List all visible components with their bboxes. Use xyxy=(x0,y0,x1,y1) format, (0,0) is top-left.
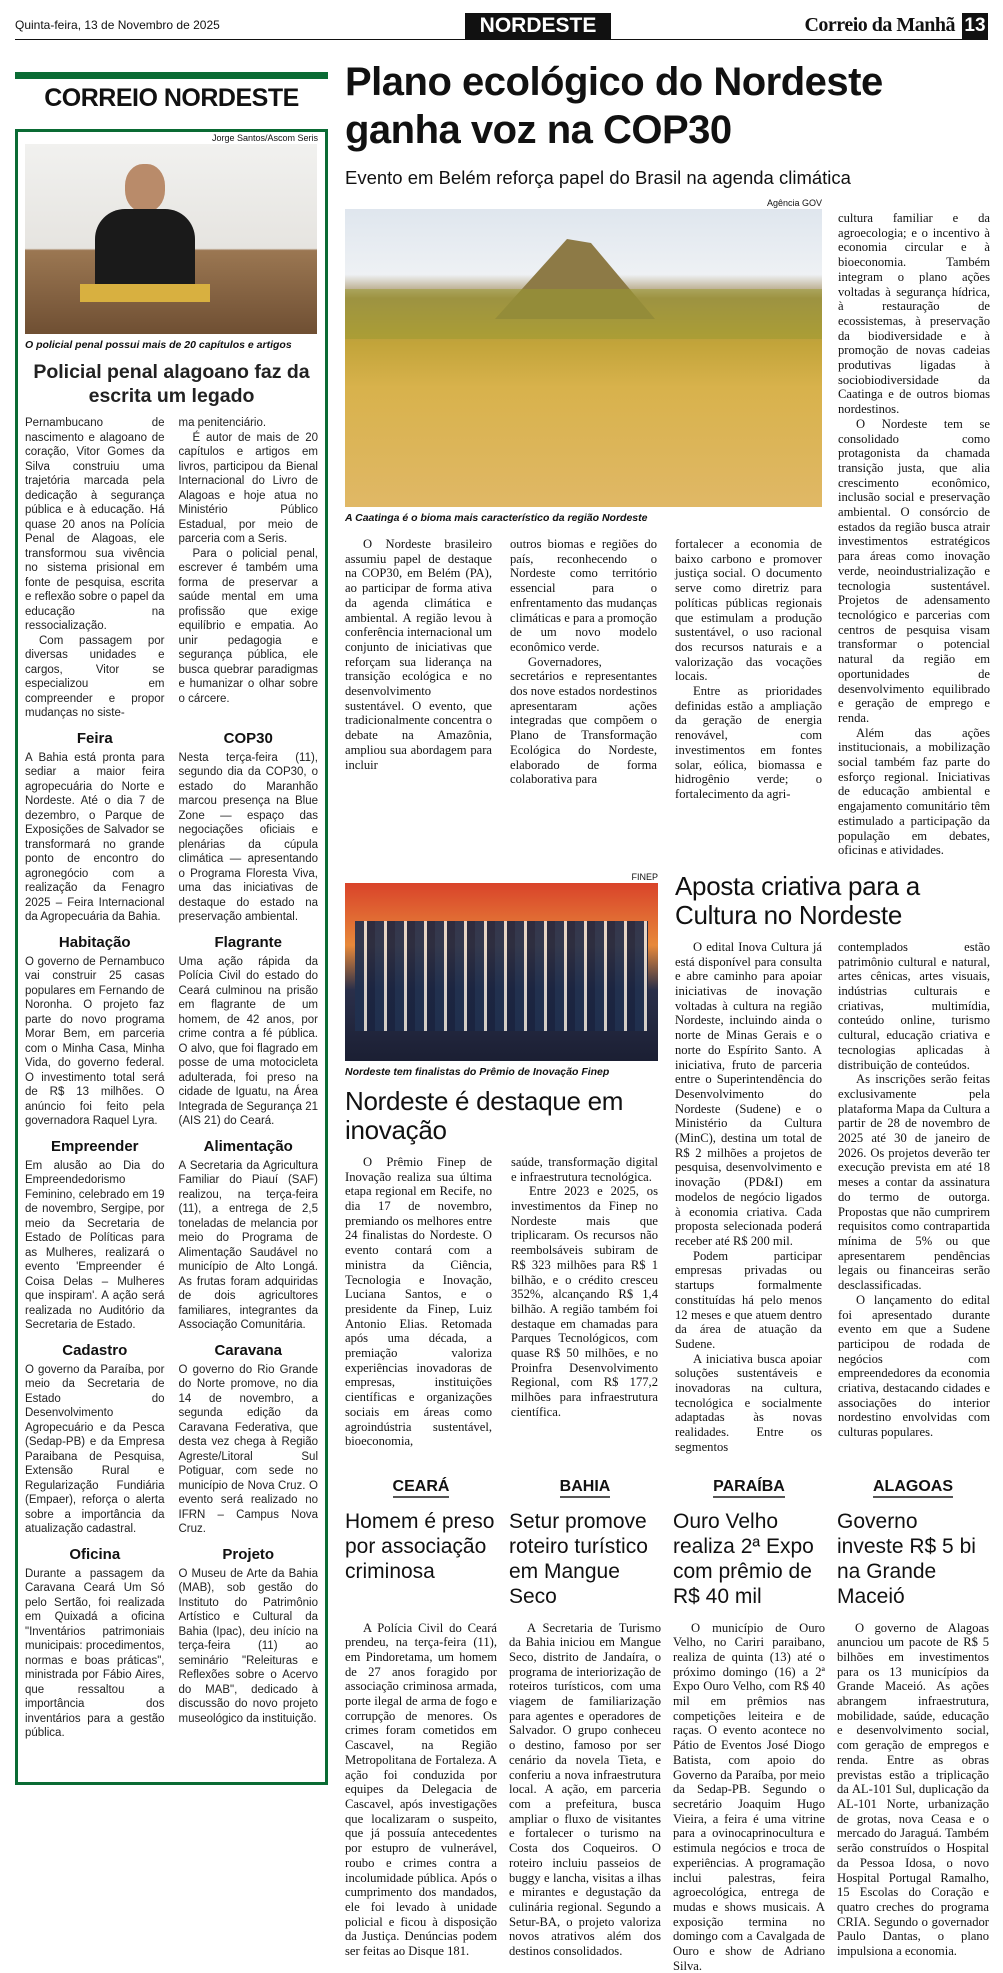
main-col-2 xyxy=(510,537,657,787)
cultura-text-columns xyxy=(675,940,990,1455)
sidebar-headline: Policial penal alagoano faz da escrita um legado xyxy=(33,361,310,407)
brief-row xyxy=(25,1333,318,1537)
state-headline: Governo investe R$ 5 bi na Grande Maceió xyxy=(837,1509,976,1608)
brief-title: Cadastro xyxy=(62,1341,128,1359)
main-story xyxy=(345,198,990,858)
paragraph: O governo de Alagoas anunciou um pacote de R$ 5 bilhões em investimentos para os 13 municípios da Grande Maceió. As ações abrangem infraestrutura, mobilidade, saúde, educação e desenvolvimento social, com geração de empregos e renda. Entre as obras previstas estão a triplicação da AL-101 Sul, duplicação da AL-101 Norte, urbanização de grotas, nova Ceasa e o mercado do Jaraguá. Também serão construídos o Hospital da Pessoa Idosa, o novo Hospital Portugal Ramalho, 15 Escolas do Coração e quatro creches do programa CRIA. Segundo o governador Paulo Dantas, o plano impulsiona a economia. xyxy=(837,1620,989,1959)
finep-text-columns xyxy=(345,1155,658,1449)
caatinga-photo xyxy=(345,209,822,507)
main-headline: Plano ecológico do Nordeste ganha voz na COP30 xyxy=(345,60,883,152)
paragraph: Para o policial penal, escrever é também uma forma de preservar a saúde mental em uma profissão que exige equilíbrio e empatia. Ao unir pedagogia e segurança pública, ele busca quebrar paradigmas e humanizar o olhar sobre o cárcere. xyxy=(178,547,318,705)
paragraph: Entre as prioridades definidas estão a ampliação da geração de energia renovável, com investimentos em fontes solar, eólica, biomassa e hidrogênio verde; o fortalecimento da agri- xyxy=(675,684,822,801)
state-text xyxy=(345,1621,497,1959)
main-subtitle: Evento em Belém reforça papel do Brasil na agenda climática xyxy=(345,167,851,188)
sidebar-photo-caption: O policial penal possui mais de 20 capítulos e artigos xyxy=(25,339,292,351)
brief-row xyxy=(25,1537,318,1741)
brief-text: A Bahia está pronta para sediar a maior feira agropecuária do Norte e Nordeste. Até o dia 7 de dezembro, o Parque de Exposições de Salvador se transformará no grande ponto de encontro do agronegócio com a realização da Fenagro 2025 – Feira Internacional da Agropecuária da Bahia. xyxy=(25,751,165,923)
state-headline: Ouro Velho realiza 2ª Expo com prêmio de R$ 40 mil xyxy=(673,1509,814,1608)
paragraph: O Prêmio Finep de Inovação realiza sua última etapa regional em Recife, no dia 17 de novembro, premiando os melhores entre 24 finalistas do Nordeste. O evento contará com a ministra da Ciência, Tecnologia e Inovação, Luciana Santos, e o presidente da Finep, Luiz Antonio Elias. Retomada após uma década, a premiação valoriza experiências inovadoras de empresas, instituições científicas e organizações sociais em áreas como agroindústria sustentável, bioeconomia, xyxy=(345,1154,492,1449)
brief-title: COP30 xyxy=(223,729,273,747)
finep-photo xyxy=(345,883,658,1061)
state-label-text: CEARÁ xyxy=(393,1478,450,1498)
brief-item xyxy=(25,1537,165,1741)
sidebar-box xyxy=(15,129,328,1785)
paragraph: Podem participar empresas privadas ou startups formalmente constituídas há pelo menos 12 meses e que atuem dentro da área de atuação da Sudene. xyxy=(675,1248,822,1351)
state-headline: Setur promove roteiro turístico em Mangue Seco xyxy=(509,1509,648,1608)
paragraph: contemplados estão patrimônio cultural e natural, artes cênicas, artes visuais, indústrias culturais e criativas, multimídia, conteúdo online, turismo cultural, educação criativa e tecnologias aplicadas à distribuição de conteúdos. xyxy=(838,939,990,1072)
brief-item xyxy=(25,925,165,1129)
brief-item xyxy=(179,721,319,925)
photo-credit: Jorge Santos/Ascom Seris xyxy=(211,133,318,143)
finep-col-1 xyxy=(345,1155,492,1449)
middle-stories xyxy=(345,872,990,1455)
state-label xyxy=(509,1477,661,1497)
state-label-text: BAHIA xyxy=(560,1478,611,1498)
brief-text: Uma ação rápida da Polícia Civil do estado do Ceará culminou na prisão em flagrante de um homem, de 42 anos, por crime contra a fé pública. O alvo, que foi flagrado em posse de uma motocicleta adulterada, foi preso na cidade de Iguatu, na Área Integrada de Segurança 21 (AIS 21) do Ceará. xyxy=(178,955,318,1127)
brief-item xyxy=(179,1537,319,1741)
state-brief xyxy=(837,1477,989,1959)
paragraph: ma penitenciário. xyxy=(178,417,267,429)
sidebar-photo xyxy=(25,144,317,334)
state-text xyxy=(837,1621,989,1959)
paragraph: fortalecer a economia de baixo carbono e promover justiça social. O documento serve como diretriz para políticas públicas regionais que estimulam a produção sustentável, o uso racional dos recursos naturais e a valorização das vocações locais. xyxy=(675,537,822,684)
edition-date: Quinta-feira, 13 de Novembro de 2025 xyxy=(15,18,220,32)
brief-title: Empreender xyxy=(50,1137,139,1155)
main-col-1 xyxy=(345,537,492,772)
cultura-headline: Aposta criativa para a Cultura no Nordeste xyxy=(675,870,920,930)
brief-title: Flagrante xyxy=(214,933,282,951)
paragraph: Com passagem por diversas unidades e cargos, Vitor se especializou em compreender e propor mudanças no siste- xyxy=(25,634,165,719)
sidebar xyxy=(15,72,328,1785)
brief-item xyxy=(179,1333,319,1537)
brief-item xyxy=(25,1333,165,1537)
brief-text: Em alusão ao Dia do Empreendedorismo Feminino, celebrado em 19 de novembro, Sergipe, por meio da Secretaria de Estado de Políticas para as Mulheres, realizará o evento 'Empreender é Coisa Delas – Mulheres que inspiram'. A ação será realizada no Auditório da Secretaria de Estado. xyxy=(25,1159,165,1331)
sidebar-lead-story xyxy=(25,416,318,721)
paragraph: O Nordeste brasileiro assumiu papel de destaque na COP30, em Belém (PA), ao participar de forma ativa da agenda climática e ambiental. A região levou à conferência internacional um conjunto de iniciativas que reforçam sua liderança na transição ecológica e no desenvolvimento sustentável. O evento, que tradicionalmente concentra o debate na Amazônia, ampliou sua abordagem para incluir xyxy=(345,537,492,772)
main-col-3 xyxy=(675,537,822,802)
state-brief xyxy=(509,1477,661,1959)
cultura-col-2 xyxy=(838,940,990,1440)
newspaper-name: Correio da Manhã xyxy=(804,14,955,36)
paragraph: O Nordeste tem se consolidado como protagonista da chamada transição justa, que alia crescimento econômico, inclusão social e preservação ambiental. O consórcio de estados da região busca atrair investimentos estratégicos para áreas como inovação verde, neoindustrialização e tecnologia sustentável. Projetos de adensamento tecnológico e parcerias com centros de pesquisa visam transformar o potencial natural da região em oportunidades de desenvolvimento equilibrado e geração de emprego e renda. xyxy=(838,416,990,725)
main-column xyxy=(345,58,990,1973)
brief-text: Nesta terça-feira (11), segundo dia da COP30, o estado do Maranhão marcou presença na Blue Zone — espaço das negociações oficiais e plenárias da cúpula climática — apresentando o Programa Floresta Viva, uma das iniciativas de destaque do estado na preservação ambiental. xyxy=(178,751,318,923)
photo-credit: FINEP xyxy=(631,871,658,882)
state-brief xyxy=(673,1477,825,1973)
paragraph: Governadores, secretários e representantes dos nove estados nordestinos apresentaram ações integradas que compõem o Plano de Transformação Ecológica do Nordeste, elaborado de forma colaborativa para xyxy=(510,654,657,787)
paragraph: cultura familiar e da agroecologia; e o incentivo à economia circular e à bioeconomia. Também integram o plano ações voltadas à segurança hídrica, à restauração de ecossistemas, à preservação da biodiversidade e à promoção de novas cadeias produtivas ligadas à sociobiodiversidade da Caatinga e de outros biomas nordestinos. xyxy=(838,211,990,417)
brief-title: Projeto xyxy=(222,1545,275,1563)
brief-text: Durante a passagem da Caravana Ceará Um Só pelo Sertão, foi realizada em Quixadá a oficina "Inventários patrimoniais municipais: procedimentos, normas e boas práticas", ministrada por Fábio Aires, que ressaltou a importância dos inventários para a gestão pública. xyxy=(25,1567,165,1739)
brief-item xyxy=(179,1129,319,1333)
state-brief xyxy=(345,1477,497,1959)
page-number: 13 xyxy=(962,13,988,39)
state-briefs xyxy=(345,1477,990,1973)
main-story-left xyxy=(345,198,822,802)
brief-text: O Museu de Arte da Bahia (MAB), sob gestão do Instituto do Patrimônio Artístico e Cultural da Bahia (Ipac), deu início na terça-feira (11) ao seminário "Releituras e Reflexões sobre o Acervo do MAB", dedicado à discussão do novo projeto museológico da instituição. xyxy=(178,1567,318,1725)
brief-title: Oficina xyxy=(69,1545,121,1563)
paragraph: A Secretaria de Turismo da Bahia iniciou em Mangue Seco, distrito de Jandaíra, o programa de interiorização de roteiros turísticos, com uma viagem de familiarização para agentes e operadores de Salvador. O grupo conheceu o destino, famoso por ser cenário da novela Tieta, e conferiu a nova infraestrutura local. A ação, em parceria com a prefeitura, busca ampliar o fluxo de visitantes e fortalecer o turismo na Costa dos Coqueiros. O roteiro incluiu passeios de buggy e lancha, visitas a ilhas e mirantes e degustação da culinária regional. Segundo a Setur-BA, o projeto valoriza novos atrativos além dos destinos consolidados. xyxy=(509,1620,661,1959)
state-label xyxy=(673,1477,825,1497)
paragraph: O edital Inova Cultura já está disponível para consulta e abre caminho para apoiar iniciativas de inovação voltadas à cultura na região Nordeste, incluindo ainda o norte de Minas Gerais e o norte do Espírito Santo. A iniciativa, fruto de parceria entre o Superintendência do Desenvolvimento do Nordeste (Sudene) e o Ministério da Cultura (MinC), destina um total de R$ 2 milhões a projetos de pesquisa, desenvolvimento e inovação (PD&I) em modelos de negócio ligados à economia criativa. Cada proposta selecionada poderá receber até R$ 200 mil. xyxy=(675,939,822,1248)
brief-row xyxy=(25,1129,318,1333)
paragraph: As inscrições serão feitas exclusivamente pela plataforma Mapa da Cultura a partir de 28 de novembro de 2025 até 30 de janeiro de 2026. Os projetos deverão ter execução prevista em até 18 meses a contar da assinatura do termo de outorga. Propostas que não cumprirem requisitos como contrapartida mínima de 5% ou que apresentarem pendências legais ou financeiras serão desclassificadas. xyxy=(838,1072,990,1293)
main-photo-caption: A Caatinga é o bioma mais característico da região Nordeste xyxy=(345,512,648,524)
finep-photo-caption: Nordeste tem finalistas do Prêmio de Inovação Finep xyxy=(345,1065,610,1078)
sidebar-content xyxy=(25,416,318,1741)
brief-title: Feira xyxy=(76,729,113,747)
state-label-text: ALAGOAS xyxy=(873,1478,953,1498)
sidebar-accent-bar xyxy=(15,72,328,79)
state-label xyxy=(345,1477,497,1497)
brief-item xyxy=(25,1129,165,1333)
paragraph: É autor de mais de 20 capítulos e artigos em livros, participou da Bienal Internacional do Livro de Alagoas e hoje atua no Ministério Público Estadual, por meio de parceria com a Seris. xyxy=(178,431,318,545)
sidebar-title: CORREIO NORDESTE xyxy=(44,84,299,112)
brief-row xyxy=(25,721,318,925)
cultura-col-1 xyxy=(675,940,822,1455)
main-text-columns xyxy=(345,537,822,802)
state-label-text: PARAÍBA xyxy=(713,1478,785,1498)
brief-text: O governo de Pernambuco vai construir 25 casas populares em Fernando de Noronha. O projeto faz parte do novo programa Morar Bem, em parceria com o Minha Casa, Minha Vida, do governo federal. O investimento total será de R$ 13 milhões. O anúncio foi feito pela governadora Raquel Lyra. xyxy=(25,955,165,1127)
brief-title: Caravana xyxy=(214,1341,283,1359)
paragraph: Além das ações institucionais, a mobilização social também faz parte do esforço regional. Iniciativas de educação ambiental e engajamento comunitário têm estimulado a participação da população em debates, oficinas e atividades. xyxy=(838,725,990,858)
brief-text: A Secretaria da Agricultura Familiar do Piauí (SAF) realizou, na terça-feira (11), a entrega de 2,5 toneladas de melancia por meio do Programa de Alimentação Saudável no município de Alto Longá. As frutas foram adquiridas de dois agricultores familiares, integrantes da Associação Comunitária. xyxy=(178,1159,318,1331)
brief-row xyxy=(25,925,318,1129)
paragraph: outros biomas e regiões do país, reconhecendo o Nordeste como território essencial para o enfrentamento das mudanças climáticas e para a promoção de um novo modelo econômico verde. xyxy=(510,537,657,654)
main-col-4 xyxy=(838,198,990,858)
photo-credit: Agência GOV xyxy=(766,198,822,208)
paragraph: Entre 2023 e 2025, os investimentos da Finep no Nordeste mais que triplicaram. Os recursos não reembolsáveis subiram de R$ 323 milhões para R$ 1 bilhão, e o crédito cresceu 352%, alcançando R$ 1,4 bilhão. A região também foi destaque em chamadas para Parques Tecnológicos, com quase R$ 50 milhões, e no Proinfra Desenvolvimento Regional, com R$ 177,2 milhões para infraestrutura científica. xyxy=(511,1184,658,1419)
paragraph: O lançamento do edital foi apresentado durante evento em que a Sudene participou de rodada de negócios com empreendedores da economia criativa, destacando cidades e associações do interior nordestino envolvidas com culturas populares. xyxy=(838,1292,990,1440)
brief-title: Alimentação xyxy=(203,1137,293,1155)
brief-title: Habitação xyxy=(58,933,131,951)
finep-story xyxy=(345,872,658,1449)
brief-item xyxy=(25,721,165,925)
state-text xyxy=(509,1621,661,1959)
paragraph: O município de Ouro Velho, no Cariri paraibano, realiza de quinta (13) até o próximo domingo (16) a 2ª Expo Ouro Velho, com R$ 40 mil em prêmios nas competições leiteira e de raças. O evento acontece no Pátio de Eventos José Diogo Batista, com apoio do Governo da Paraíba, por meio da Sedap-PB. Segundo o secretário Joaquim Hugo Vieira, a feira é uma vitrine para a ovinocaprinocultura e estimula negócios e troca de experiências. A programação inclui palestras, feira agroecológica, entrega de mudas e shows musicais. A exposição termina no domingo com a Cavalgada de Ouro e show de Adriano Silva. xyxy=(673,1620,825,1973)
cultura-story xyxy=(675,872,990,1455)
brief-item xyxy=(179,925,319,1129)
brief-text: O governo do Rio Grande do Norte promove, no dia 14 de novembro, a segunda edição da Caravana Federativa, que desta vez chega à Região Agreste/Litoral Sul Potiguar, com sede no município de Nova Cruz. O evento será realizado no IFRN – Campus Nova Cruz. xyxy=(178,1363,318,1535)
paragraph: A Polícia Civil do Ceará prendeu, na terça-feira (11), em Pindoretama, um homem de 27 anos foragido por associação criminosa armada, porte ilegal de arma de fogo e corrupção de menores. Os crimes foram cometidos em Cascavel, na Região Metropolitana de Fortaleza. A ação foi conduzida por equipes da Delegacia de Cascavel, após investigações que localizaram o suspeito, que já possuía antecedentes por estupro de vulnerável, roubo e crimes contra a incolumidade pública. Após o cumprimento dos mandados, ele foi levado à unidade policial e ficou à disposição da Justiça. Denúncias podem ser feitas ao Disque 181. xyxy=(345,1620,497,1959)
finep-headline: Nordeste é destaque em inovação xyxy=(345,1085,624,1145)
state-label xyxy=(837,1477,989,1497)
paragraph: Pernambucano de nascimento e alagoano de coração, Vitor Gomes da Silva construiu uma trajetória marcada pela dedicação à segurança pública e à educação. Há quase 20 anos na Polícia Penal de Alagoas, ele transformou sua vivência no sistema prisional em fonte de pesquisa, escrita e reflexão sobre o papel da educação na ressocialização. xyxy=(25,417,165,632)
paragraph: saúde, transformação digital e infraestrutura tecnológica. xyxy=(511,1154,658,1184)
section-label: NORDESTE xyxy=(465,13,611,39)
finep-col-2 xyxy=(511,1155,658,1420)
brief-text: O governo da Paraíba, por meio da Secretaria de Estado do Desenvolvimento Agropecuário e da Pesca (Sedap-PB) e da Empresa Paraibana de Pesquisa, Extensão Rural e Regularização Fundiária (Empaer), reforça o alerta sobre a importância da atualização cadastral. xyxy=(25,1363,165,1535)
header-rule xyxy=(15,39,988,40)
paragraph: A iniciativa busca apoiar soluções sustentáveis e inovadoras na cultura, tecnológica e socialmente adaptadas às novas realidades. Entre os segmentos xyxy=(675,1351,822,1454)
state-headline: Homem é preso por associação criminosa xyxy=(345,1509,495,1583)
